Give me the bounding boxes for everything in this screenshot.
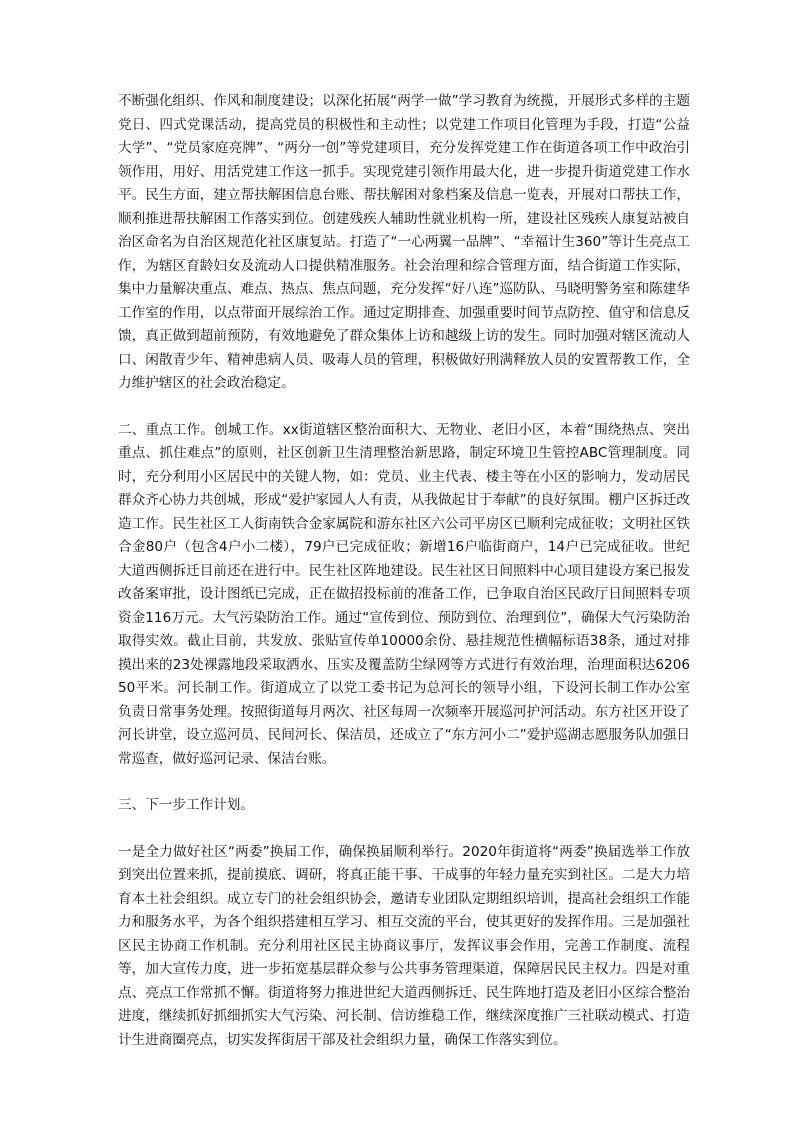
section-key-work — [118, 419, 690, 772]
body-paragraph-key-work: 创城工作。xx街道辖区整治面积大、无物业、老旧小区，本着“围绕热点、突出重点、抓住难点”的原则，社区创新卫生清理整治新思路，制定环境卫生管控ABC管理制度。同时，充分利用小区居民中的关键人物，如：党员、业主代表、楼主等在小区的影响力，发动居民群众齐心协力共创城，形成“爱护家园人人有责，从我做起甘于奉献”的良好氛围。棚户区拆迁改造工作。民生社区工人街南铁合金家属院和游东社区六公司平房区已顺利完成征收；文明社区铁合金80户（包含4户小二楼），79户已完成征收；新增16户临街商户，14户已完成征收。世纪大道西侧拆迁目前还在进行中。民生社区阵地建设。民生社区日间照料中心项目建设方案已报发改备案审批，设计图纸已完成，正在做招投标前的准备工作，已争取自治区民政厅日间照料专项资金116万元。大气污染防治工作。通过“宣传到位、预防到位、治理到位”，确保大气污染防治取得实效。截止目前，共发放、张贴宣传单10000余份、悬挂规范性横幅标语38条，通过对排摸出来的23处裸露地段采取洒水、压实及覆盖防尘绿网等方式进行有效治理，治理面积达620650平米。河长制工作。街道成立了以党工委书记为总河长的领导小组，下设河长制工作办公室负责日常事务处理。按照街道每月两次、社区每周一次频率开展巡河护河活动。东方社区开设了河长讲堂，设立巡河员、民间河长、保洁员，还成立了“东方河小二”爱护巡湖志愿服务队加强日常巡查，做好巡河记录、保洁台账。 — [118, 421, 690, 767]
section-heading-key-work: 二、重点工作。 — [118, 421, 215, 438]
paragraph-spacer — [118, 396, 690, 419]
body-paragraph-party-building: 不断强化组织、作风和制度建设；以深化拓展“两学一做”学习教育为统揽，开展形式多样的主题党日、四式党课活动，提高党员的积极性和主动性；以党建工作项目化管理为手段，打造“公益大学”、“党员家庭亮牌”、“两分一创”等党建项目，充分发挥党建工作在街道各项工作中政治引领作用，用好、用活党建工作这一抓手。实现党建引领作用最大化，进一步提升街道党建工作水平。民生方面，建立帮扶解困信息台账、帮扶解困对象档案及信息一览表，开展对口帮扶工作，顺利推进帮扶解困工作落实到位。创建残疾人辅助性就业机构一所，建设社区残疾人康复站被自治区命名为自治区规范化社区康复站。打造了“一心两翼一品牌”、“幸福计生360”等计生亮点工作，为辖区育龄妇女及流动人口提供精准服务。社会治理和综合管理方面，结合街道工作实际，集中力量解决重点、难点、热点、焦点问题，充分发挥“好八连”巡防队、马晓明警务室和陈建华工作室的作用，以点带面开展综治工作。通过定期排查、加强重要时间节点防控、值守和信息反馈，真正做到超前预防，有效地避免了群众集体上访和越级上访的发生。同时加强对辖区流动人口、闲散青少年、精神患病人员、吸毒人员的管理，积极做好刑满释放人员的安置帮教工作，全力维护辖区的社会政治稳定。 — [118, 93, 690, 391]
paragraph-spacer — [118, 818, 690, 841]
body-paragraph-next-plan: 一是全力做好社区“两委”换届工作，确保换届顺利举行。2020年街道将“两委”换届选举工作放到突出位置来抓，提前摸底、调研，将真正能干事、干成事的年轻力量充实到社区。二是大力培育本土社会组织。成立专门的社会组织协会，邀请专业团队定期组织培训，提高社会组织工作能力和服务水平，为各个组织搭建相互学习、相互交流的平台，使其更好的发挥作用。三是加强社区民主协商工作机制。充分利用社区民主协商议事厅，发挥议事会作用，完善工作制度、流程等，加大宣传力度，进一步拓宽基层群众参与公共事务管理渠道，保障居民民主权力。四是对重点、亮点工作常抓不懈。街道将努力推进世纪大道西侧拆迁、民生阵地打造及老旧小区综合整治进度，继续抓好抓细抓实大气污染、河长制、信访维稳工作，继续深度推广三社联动模式、打造计生进商圈亮点，切实发挥街居干部及社会组织力量，确保工作落实到位。 — [118, 843, 690, 1048]
document-page — [118, 90, 690, 1052]
paragraph-spacer — [118, 771, 690, 794]
section-heading-next-plan: 三、下一步工作计划。 — [118, 797, 254, 813]
